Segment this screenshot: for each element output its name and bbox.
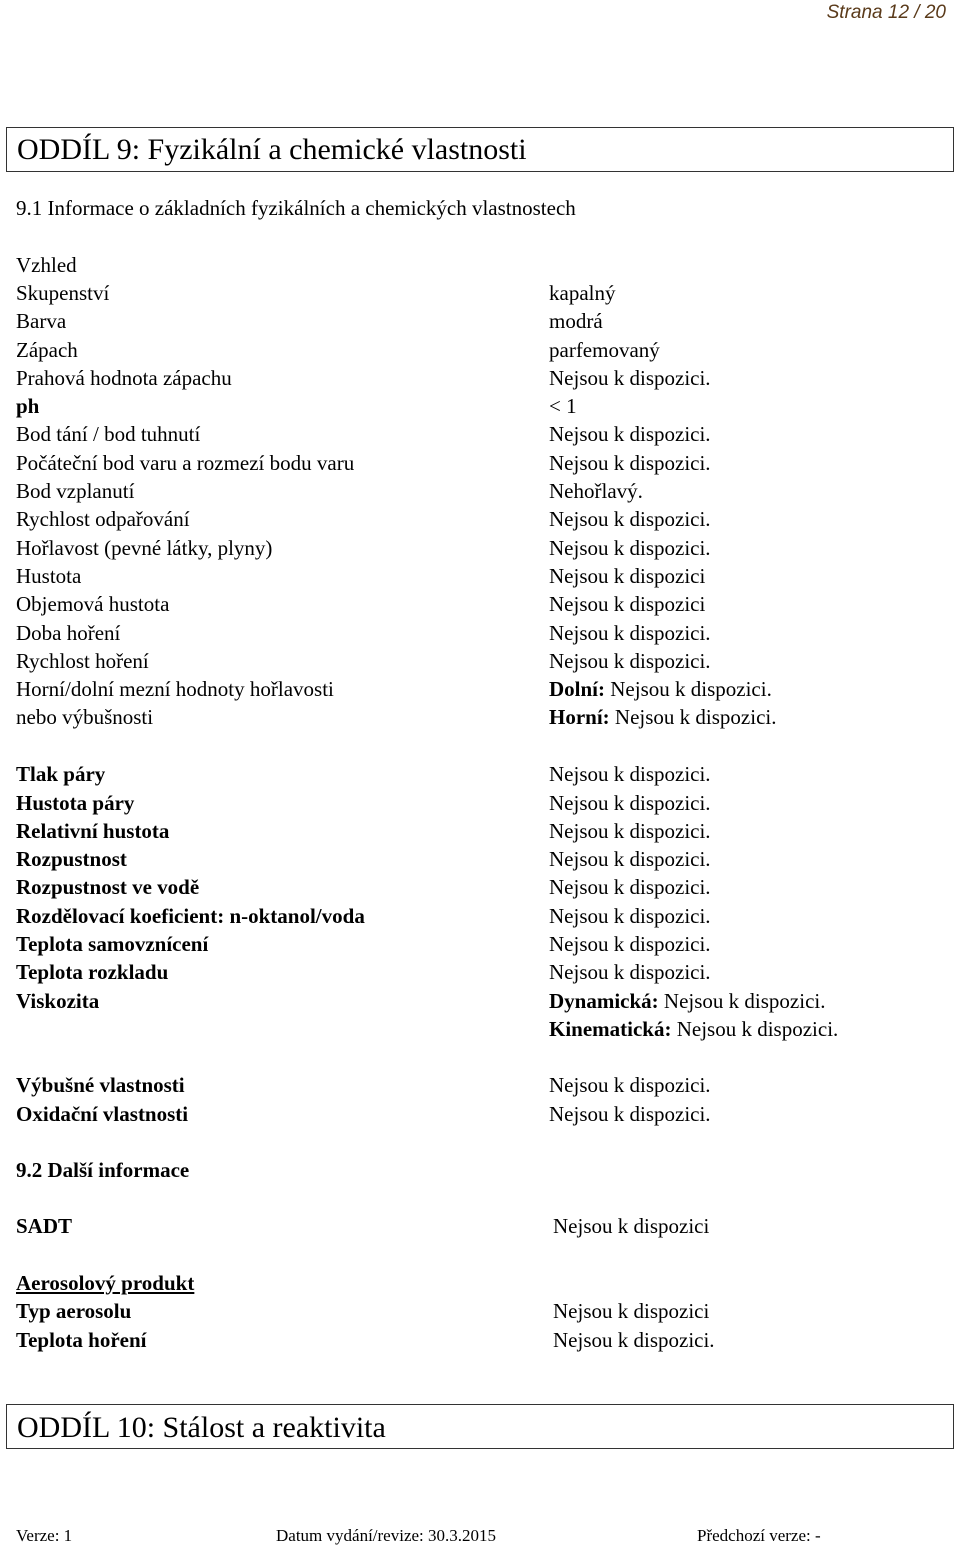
property-label: Teplota rozkladu [16,960,169,984]
property-label: Barva [16,309,67,333]
property-label: Rozdělovací koeficient: n-oktanol/voda [16,904,365,928]
property-label: Objemová hustota [16,592,170,616]
property-label: Bod tání / bod tuhnutí [16,422,201,446]
property-label: Typ aerosolu [16,1299,132,1323]
property-value: Nejsou k dispozici. [549,819,711,843]
property-label: Počáteční bod varu a rozmezí bodu varu [16,451,355,475]
property-value: kapalný [549,281,616,305]
viscosity-kinematic-value [549,1015,838,1043]
appearance-heading: Vzhled [16,253,77,277]
section-9-heading-box [6,127,954,172]
aerosol-heading: Aerosolový produkt [16,1271,195,1295]
flammability-limits-label-cont: nebo výbušnosti [16,705,154,729]
flammability-limits-label: Horní/dolní mezní hodnoty hořlavosti [16,677,334,701]
viscosity-label: Viskozita [16,989,100,1013]
property-value: Nejsou k dispozici. [549,791,711,815]
property-value: Nejsou k dispozici. [549,1073,711,1097]
property-label: ph [16,394,40,418]
property-value: parfemovaný [549,338,660,362]
property-label: Prahová hodnota zápachu [16,366,232,390]
property-value: Nejsou k dispozici [549,592,706,616]
viscosity-dynamic-prefix: Dynamická: [549,989,659,1013]
property-value: Nejsou k dispozici. [549,847,711,871]
viscosity-dynamic-value [549,987,825,1015]
footer-version: Verze: 1 [16,1526,73,1545]
property-label: Oxidační vlastnosti [16,1102,189,1126]
viscosity-kinematic-prefix: Kinematická: [549,1017,672,1041]
property-value: modrá [549,309,603,333]
property-label: Tlak páry [16,762,106,786]
footer-previous-version: Předchozí verze: - [697,1526,821,1545]
section-10-heading-box [6,1404,954,1449]
property-label: Hustota páry [16,791,135,815]
viscosity-kinematic-text: Nejsou k dispozici. [676,1017,839,1041]
property-value: Nejsou k dispozici. [553,1328,715,1352]
property-value: Nejsou k dispozici. [549,366,711,390]
sadt-value: Nejsou k dispozici [553,1214,710,1238]
subsection-9-2-title: 9.2 Další informace [16,1158,190,1182]
footer-date: Datum vydání/revize: 30.3.2015 [276,1526,497,1545]
property-label: Doba hoření [16,621,121,645]
property-label: Rozpustnost [16,847,127,871]
viscosity-dynamic-text: Nejsou k dispozici. [663,989,826,1013]
property-label: Výbušné vlastnosti [16,1073,185,1097]
property-label: Skupenství [16,281,110,305]
property-value: Nejsou k dispozici. [549,451,711,475]
lower-limit-value [549,675,772,703]
property-label: Rychlost hoření [16,649,149,673]
property-value: Nejsou k dispozici. [549,621,711,645]
property-label: Hustota [16,564,82,588]
property-value: Nejsou k dispozici. [549,960,711,984]
property-value: Nejsou k dispozici. [549,507,711,531]
subsection-9-1-title: 9.1 Informace o základních fyzikálních a chemických vlastnostech [16,196,576,220]
sadt-label: SADT [16,1214,73,1238]
property-value: Nejsou k dispozici. [549,762,711,786]
property-value: Nehořlavý. [549,479,643,503]
property-label: Rychlost odpařování [16,507,190,531]
property-value: Nejsou k dispozici [553,1299,710,1323]
property-value: Nejsou k dispozici. [549,422,711,446]
property-value: Nejsou k dispozici. [549,904,711,928]
property-value: Nejsou k dispozici. [549,649,711,673]
property-value: Nejsou k dispozici. [549,932,711,956]
property-label: Teplota samovznícení [16,932,209,956]
lower-limit-text: Nejsou k dispozici. [610,677,772,701]
lower-limit-prefix: Dolní: [549,677,606,701]
property-label: Bod vzplanutí [16,479,135,503]
property-label: Zápach [16,338,78,362]
section-10-title: ODDÍL 10: Stálost a reaktivita [17,1411,386,1444]
upper-limit-value [549,703,776,731]
property-value: Nejsou k dispozici [549,564,706,588]
upper-limit-text: Nejsou k dispozici. [614,705,777,729]
property-value: < 1 [549,394,577,418]
property-label: Relativní hustota [16,819,170,843]
property-label: Hořlavost (pevné látky, plyny) [16,536,273,560]
property-value: Nejsou k dispozici. [549,875,711,899]
property-label: Rozpustnost ve vodě [16,875,200,899]
property-value: Nejsou k dispozici. [549,536,711,560]
property-value: Nejsou k dispozici. [549,1102,711,1126]
property-label: Teplota hoření [16,1328,147,1352]
page-number: Strana 12 / 20 [826,2,946,23]
section-9-title: ODDÍL 9: Fyzikální a chemické vlastnosti [17,133,527,166]
upper-limit-prefix: Horní: [549,705,610,729]
